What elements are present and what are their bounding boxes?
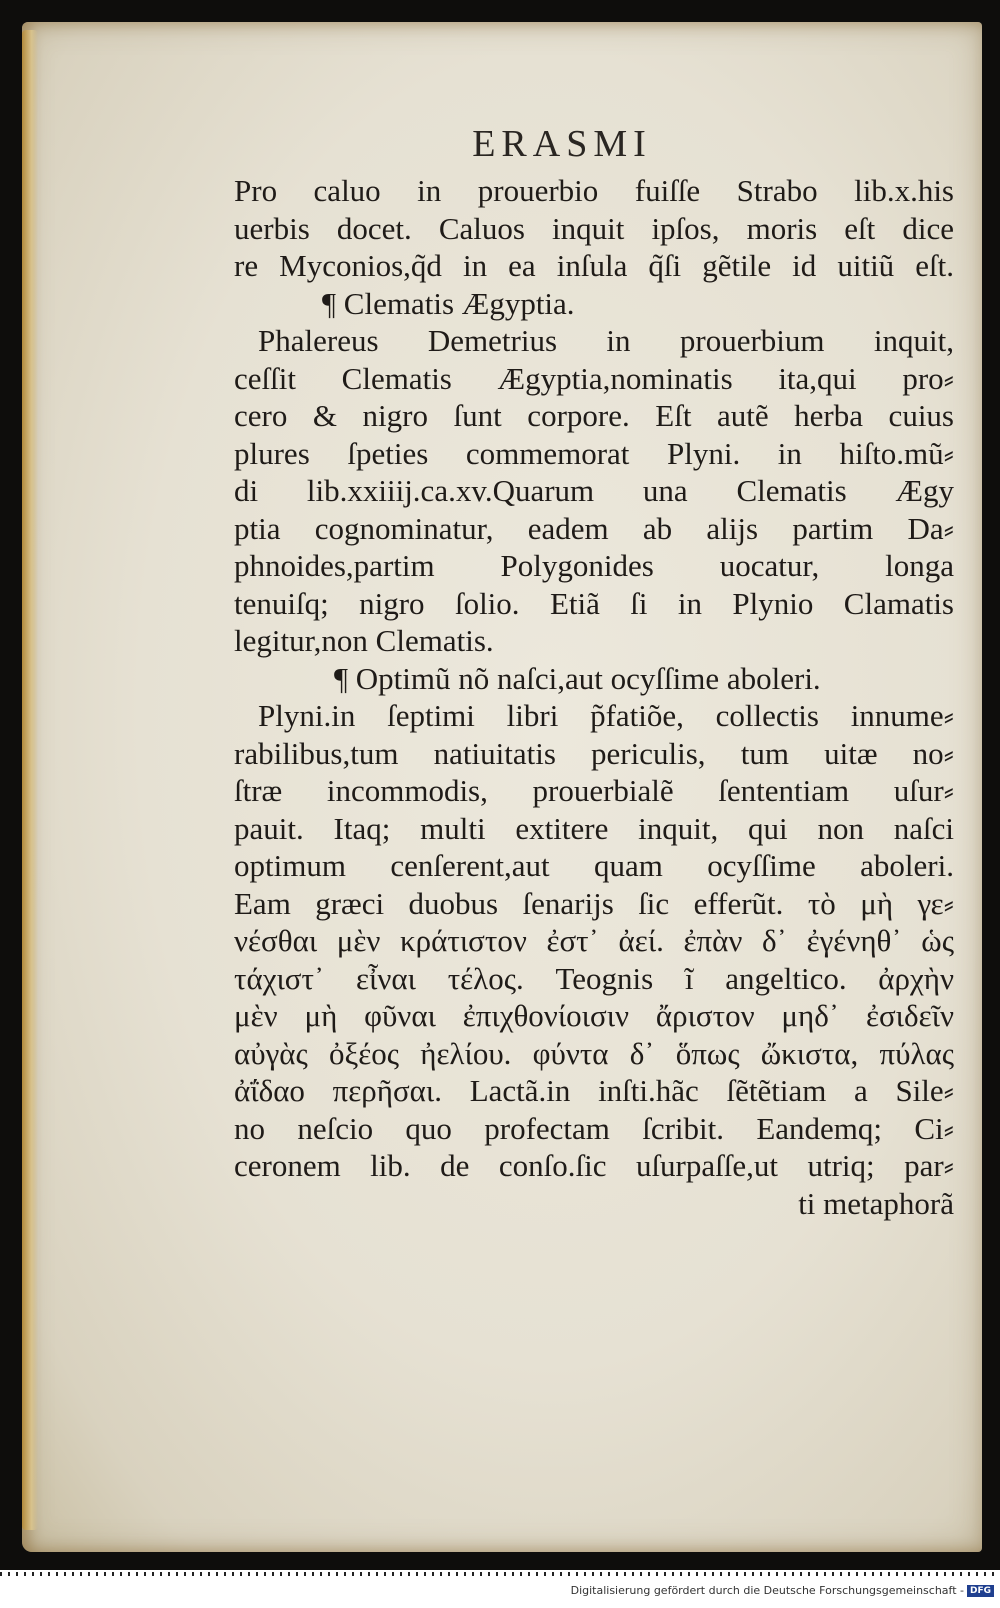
text-line: cero & nigro ſunt corpore. Eſt autẽ herba cuius <box>234 398 954 433</box>
text-line: τάχιστ᾽ εἶναι τέλος. Teognis ĩ angeltico. ἀρχὴν <box>234 960 954 996</box>
body-text <box>234 172 954 1222</box>
text-line: no neſcio quo profectam ſcribit. Eandemq; Ci⸗ <box>234 1110 954 1146</box>
book-page <box>22 22 982 1552</box>
catchword-line: ti metaphorã <box>798 1185 954 1221</box>
text-line: Phalereus Demetrius in prouerbium inquit, <box>258 323 954 358</box>
text-line: legitur,non Clematis. <box>234 623 494 658</box>
text-line: μὲν μὴ φῦναι ἐπιχθονίοισιν ἄριστον μηδ᾽ ἐσιδεῖν <box>234 998 954 1033</box>
text-line: ptia cognominatur, eadem ab alijs partim Da⸗ <box>234 510 954 546</box>
credit-text: Digitalisierung gefördert durch die Deutsche Forschungsgemeinschaft - <box>570 1584 964 1597</box>
text-line: tenuiſq; nigro ſolio. Etiã ſi in Plynio Clamatis <box>234 585 954 621</box>
text-line: di lib.xxiiij.ca.xv.Quarum una Clematis Ægy <box>234 473 954 508</box>
text-line: ceronem lib. de conſo.ſic uſurpaſſe,ut utriq; par⸗ <box>234 1148 954 1183</box>
dfg-logo: DFG <box>967 1585 994 1597</box>
text-line: pauit. Itaq; multi extitere inquit, qui non naſci <box>234 810 954 846</box>
running-title: ERASMI <box>472 123 652 165</box>
text-line: rabilibus,tum natiuitatis periculis, tum uitæ no⸗ <box>234 735 954 771</box>
text-line: uerbis docet. Caluos inquit ipſos, moris eſt dice <box>234 210 954 246</box>
section-heading: ¶ Optimũ nõ naſci,aut ocyſſime aboleri. <box>334 660 821 696</box>
text-line: νέσθαι μὲν κράτιστον ἐστ᾽ ἀεί. ἐπὰν δ᾽ ἐγένηθ᾽ ὡς <box>234 923 954 958</box>
page-edge <box>22 30 38 1530</box>
text-line: ceſſit Clematis Ægyptia,nominatis ita,qui pro⸗ <box>234 360 954 396</box>
text-line: αὐγὰς ὀξέος ἠελίου. φύντα δ᾽ ὅπως ὤκιστα, πύλας <box>234 1035 954 1071</box>
text-line: ἀΐδαο περῆσαι. Lactã.in inſti.hãc ſẽtẽtiam a Sile⸗ <box>234 1073 954 1108</box>
text-line: plures ſpeties commemorat Plyni. in hiſto.mũ⸗ <box>234 435 954 471</box>
text-line: Plyni.in ſeptimi libri p̃fatiõe, collectis innume⸗ <box>258 698 954 733</box>
text-line: re Myconios,q̃d in ea inſula q̃ſi gẽtile id uitiũ eſt. <box>234 248 954 283</box>
text-line: ſtræ incommodis, prouerbialẽ ſententiam uſur⸗ <box>234 773 954 808</box>
digitization-credit <box>571 1584 994 1597</box>
text-line: Pro caluo in prouerbio fuiſſe Strabo lib.x.his <box>234 173 954 208</box>
scan-border-dots <box>0 1572 1000 1576</box>
text-line: Eam græci duobus ſenarijs ſic efferũt. τὸ μὴ γε⸗ <box>234 885 954 921</box>
text-line: optimum cenſerent,aut quam ocyſſime aboleri. <box>234 848 954 883</box>
text-line: phnoides,partim Polygonides uocatur, longa <box>234 548 954 583</box>
section-heading: ¶ Clematis Ægyptia. <box>322 285 575 321</box>
